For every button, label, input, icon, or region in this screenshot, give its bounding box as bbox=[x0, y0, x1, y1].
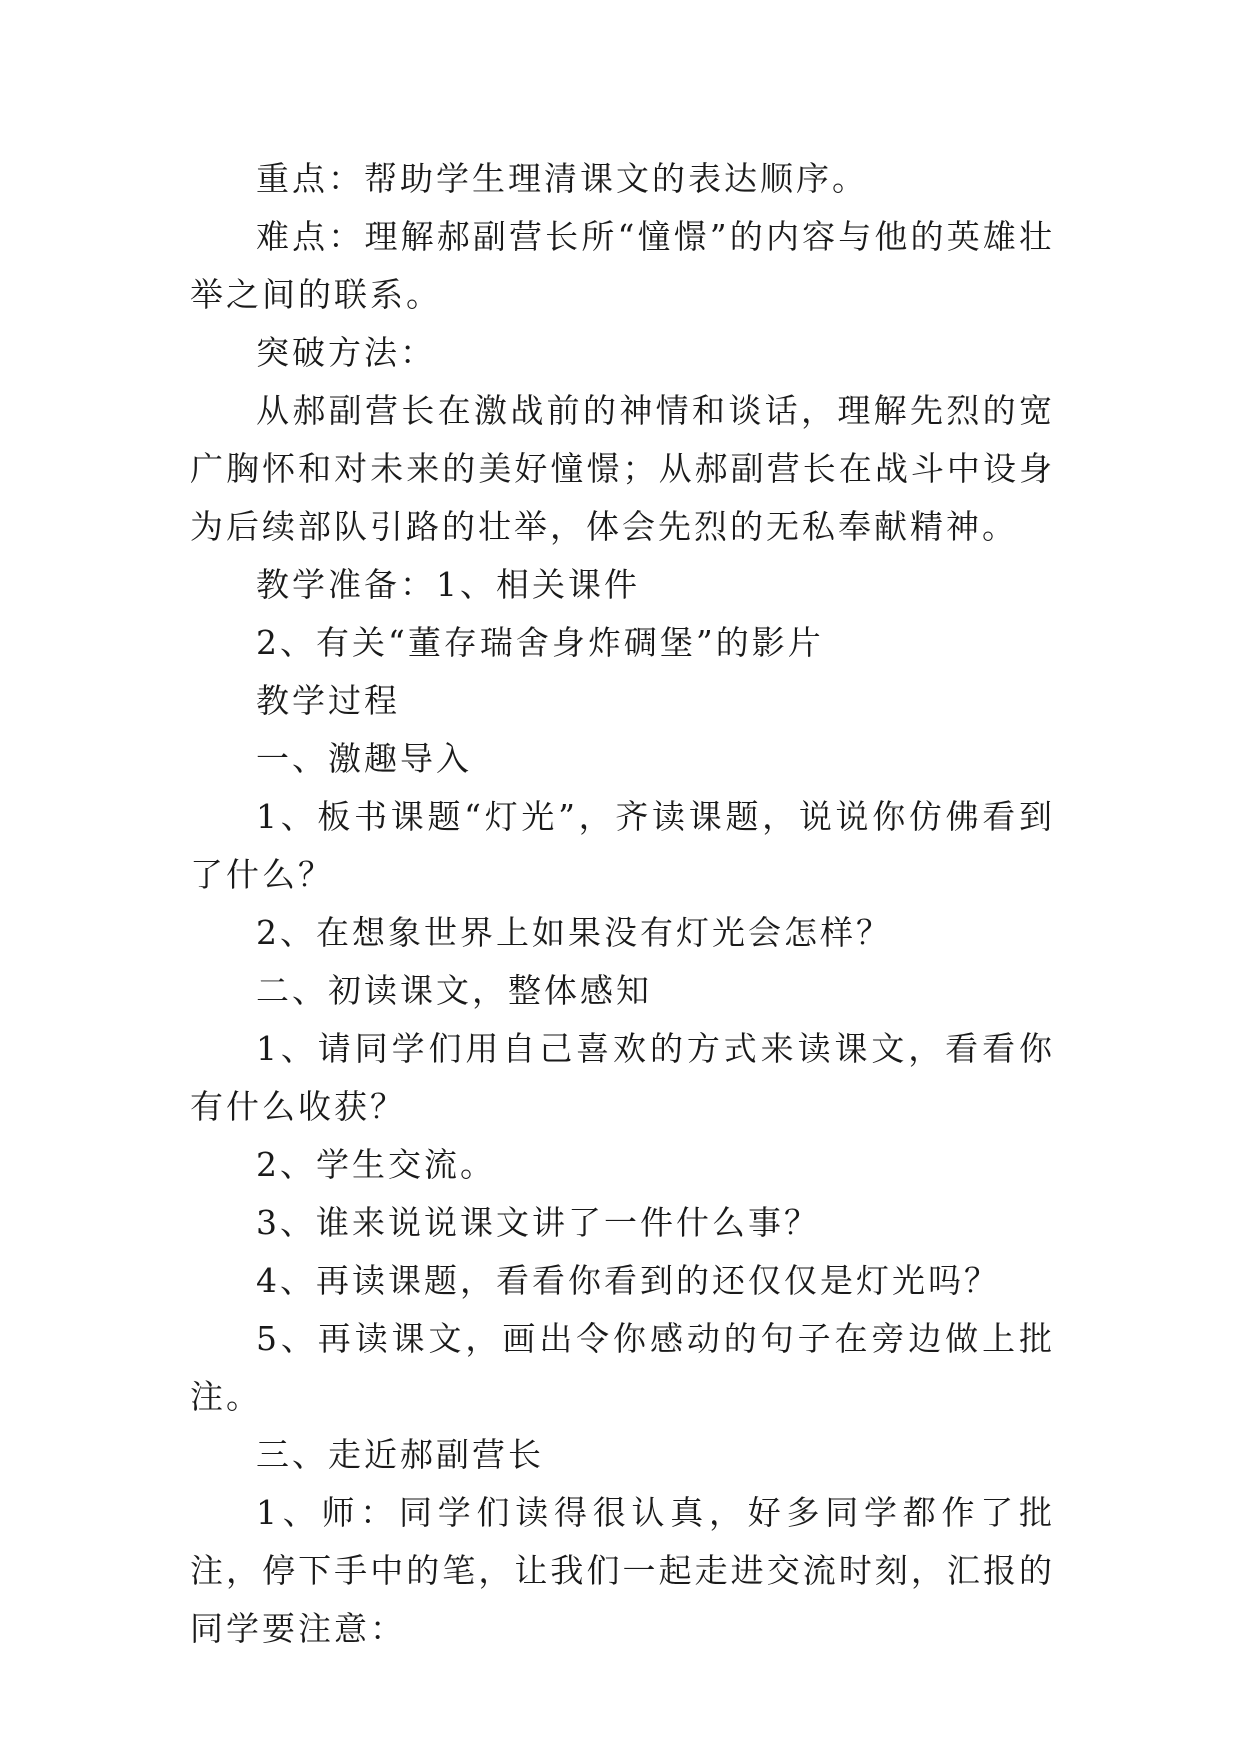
paragraph-method-body: 从郝副营长在激战前的神情和谈话，理解先烈的宽广胸怀和对未来的美好憧憬；从郝副营长在战斗中设身为后续部队引路的壮举，体会先烈的无私奉献精神。 bbox=[190, 391, 1055, 546]
list-item: 5、再读课文，画出令你感动的句子在旁边做上批注。 bbox=[190, 1319, 1055, 1416]
list-item: 1、师：同学们读得很认真，好多同学都作了批注，停下手中的笔，让我们一起走进交流时刻，汇报的同学要注意： bbox=[190, 1493, 1055, 1648]
list-item: 4、再读课题，看看你看到的还仅仅是灯光吗？ bbox=[256, 1261, 1000, 1300]
paragraph-process-heading: 教学过程 bbox=[256, 681, 400, 720]
list-item: 1、板书课题“灯光”，齐读课题，说说你仿佛看到了什么？ bbox=[190, 797, 1055, 894]
list-item: 2、在想象世界上如果没有灯光会怎样？ bbox=[256, 913, 892, 952]
list-item: 1、请同学们用自己喜欢的方式来读课文，看看你有什么收获？ bbox=[190, 1029, 1055, 1126]
document-body bbox=[190, 150, 1055, 1658]
section-heading-intro: 一、激趣导入 bbox=[256, 739, 472, 778]
paragraph-preparation-2: 2、有关“董存瑞舍身炸碉堡”的影片 bbox=[256, 623, 824, 662]
paragraph-preparation-1: 教学准备：1、相关课件 bbox=[256, 565, 640, 604]
section-heading-approach: 三、走近郝副营长 bbox=[256, 1435, 544, 1474]
paragraph-key-point: 重点：帮助学生理清课文的表达顺序。 bbox=[256, 159, 868, 198]
section-heading-first-reading: 二、初读课文，整体感知 bbox=[256, 971, 652, 1010]
paragraph-method-heading: 突破方法： bbox=[256, 333, 436, 372]
list-item: 3、谁来说说课文讲了一件什么事？ bbox=[256, 1203, 820, 1242]
paragraph-difficulty: 难点：理解郝副营长所“憧憬”的内容与他的英雄壮举之间的联系。 bbox=[190, 217, 1055, 314]
list-item: 2、学生交流。 bbox=[256, 1145, 496, 1184]
